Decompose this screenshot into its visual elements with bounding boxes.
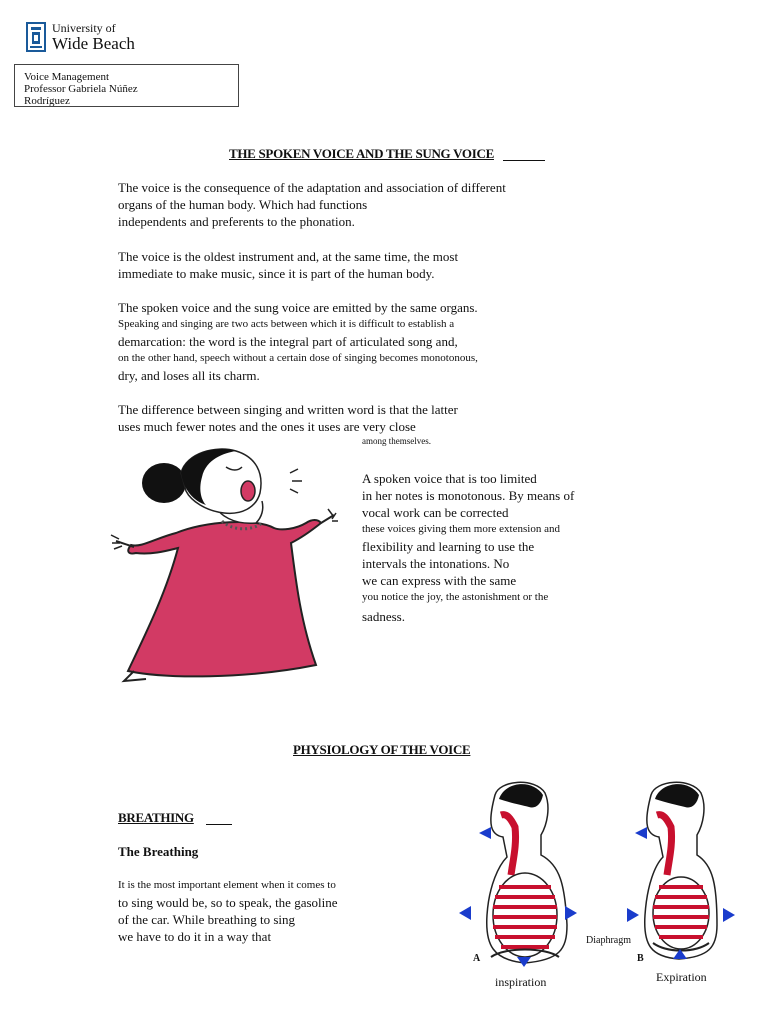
arrow-right-icon — [565, 906, 577, 920]
arrow-b-right-icon — [627, 908, 639, 922]
p5-line7: we can express with the same — [362, 573, 517, 588]
arrow-in-mouth-icon — [479, 827, 491, 839]
university-name-line1: University of — [52, 21, 116, 35]
paragraph-5 — [362, 470, 574, 625]
p5-line9: sadness. — [362, 609, 405, 624]
br-line1: It is the most important element when it comes to — [118, 879, 336, 891]
professor-name: Professor Gabriela Núñez — [24, 83, 138, 95]
professor-name-cont: Rodríguez — [24, 95, 70, 107]
university-name — [52, 20, 135, 52]
p2-line1: The voice is the oldest instrument and, at the same time, the most — [118, 249, 459, 264]
p1-line3: independents and preferents to the phonation. — [118, 214, 355, 229]
p3-line4: on the other hand, speech without a certain dose of singing becomes monotonous, — [118, 352, 478, 364]
p1-line1: The voice is the consequence of the adaptation and association of different — [118, 180, 506, 195]
label-diaphragm: Diaphragm — [586, 935, 631, 946]
p1-line2: organs of the human body. Which had functions — [118, 197, 368, 212]
p5-line6: intervals the intonations. No — [362, 556, 510, 571]
p5-line5: flexibility and learning to use the — [362, 539, 535, 554]
p5-line8: you notice the joy, the astonishment or the — [362, 591, 549, 603]
breathing-diagram — [455, 775, 745, 990]
course-name: Voice Management — [24, 71, 110, 83]
paragraph-4 — [118, 401, 458, 435]
label-a: A — [473, 953, 481, 964]
arrow-out-mouth-icon — [635, 827, 647, 839]
title-underline-tail — [503, 160, 545, 161]
p3-line3: demarcation: the word is the integral part of articulated song and, — [118, 334, 458, 349]
opera-singer-illustration — [106, 443, 346, 688]
p3-line5: dry, and loses all its charm. — [118, 368, 260, 383]
p5-line4: these voices giving them more extension and — [362, 523, 560, 535]
p5-line2: in her notes is monotonous. By means of — [362, 488, 575, 503]
p5-line1: A spoken voice that is too limited — [362, 471, 537, 486]
paragraph-2 — [118, 248, 458, 282]
breathing-paragraph — [118, 877, 338, 945]
paragraph-3 — [118, 299, 478, 384]
label-inspiration: inspiration — [495, 975, 547, 989]
br-line3: of the car. While breathing to sing — [118, 912, 296, 927]
br-line4: we have to do it in a way that — [118, 929, 272, 944]
p3-line1: The spoken voice and the sung voice are emitted by the same organs. — [118, 300, 478, 315]
breathing-subheading: The Breathing — [118, 844, 199, 859]
figure-a-inspiration — [487, 782, 567, 963]
breathing-underline-tail — [206, 824, 232, 825]
p4-line3: among themselves. — [362, 436, 431, 446]
section-title-physiology: PHYSIOLOGY OF THE VOICE — [293, 742, 471, 757]
breathing-heading: BREATHING — [118, 810, 194, 825]
course-info-box — [14, 64, 239, 107]
p4-line1: The difference between singing and written word is that the latter — [118, 402, 458, 417]
p5-line3: vocal work can be corrected — [362, 505, 509, 520]
label-b: B — [637, 953, 644, 964]
university-name-line2: Wide Beach — [52, 34, 135, 53]
br-line2: to sing would be, so to speak, the gasoline — [118, 895, 338, 910]
arrow-b-left-icon — [723, 908, 735, 922]
figure-b-expiration — [645, 782, 717, 959]
arrow-left-icon — [459, 906, 471, 920]
label-expiration: Expiration — [656, 970, 707, 984]
p2-line2: immediate to make music, since it is part of the human body. — [118, 266, 435, 281]
university-logo-icon — [26, 22, 46, 52]
p4-line2: uses much fewer notes and the ones it uses are very close — [118, 419, 416, 434]
paragraph-1 — [118, 179, 506, 230]
section-title-spoken-sung: THE SPOKEN VOICE AND THE SUNG VOICE — [229, 146, 494, 161]
paragraph-4-tail — [362, 433, 431, 450]
p3-line2: Speaking and singing are two acts between which it is difficult to establish a — [118, 318, 455, 330]
